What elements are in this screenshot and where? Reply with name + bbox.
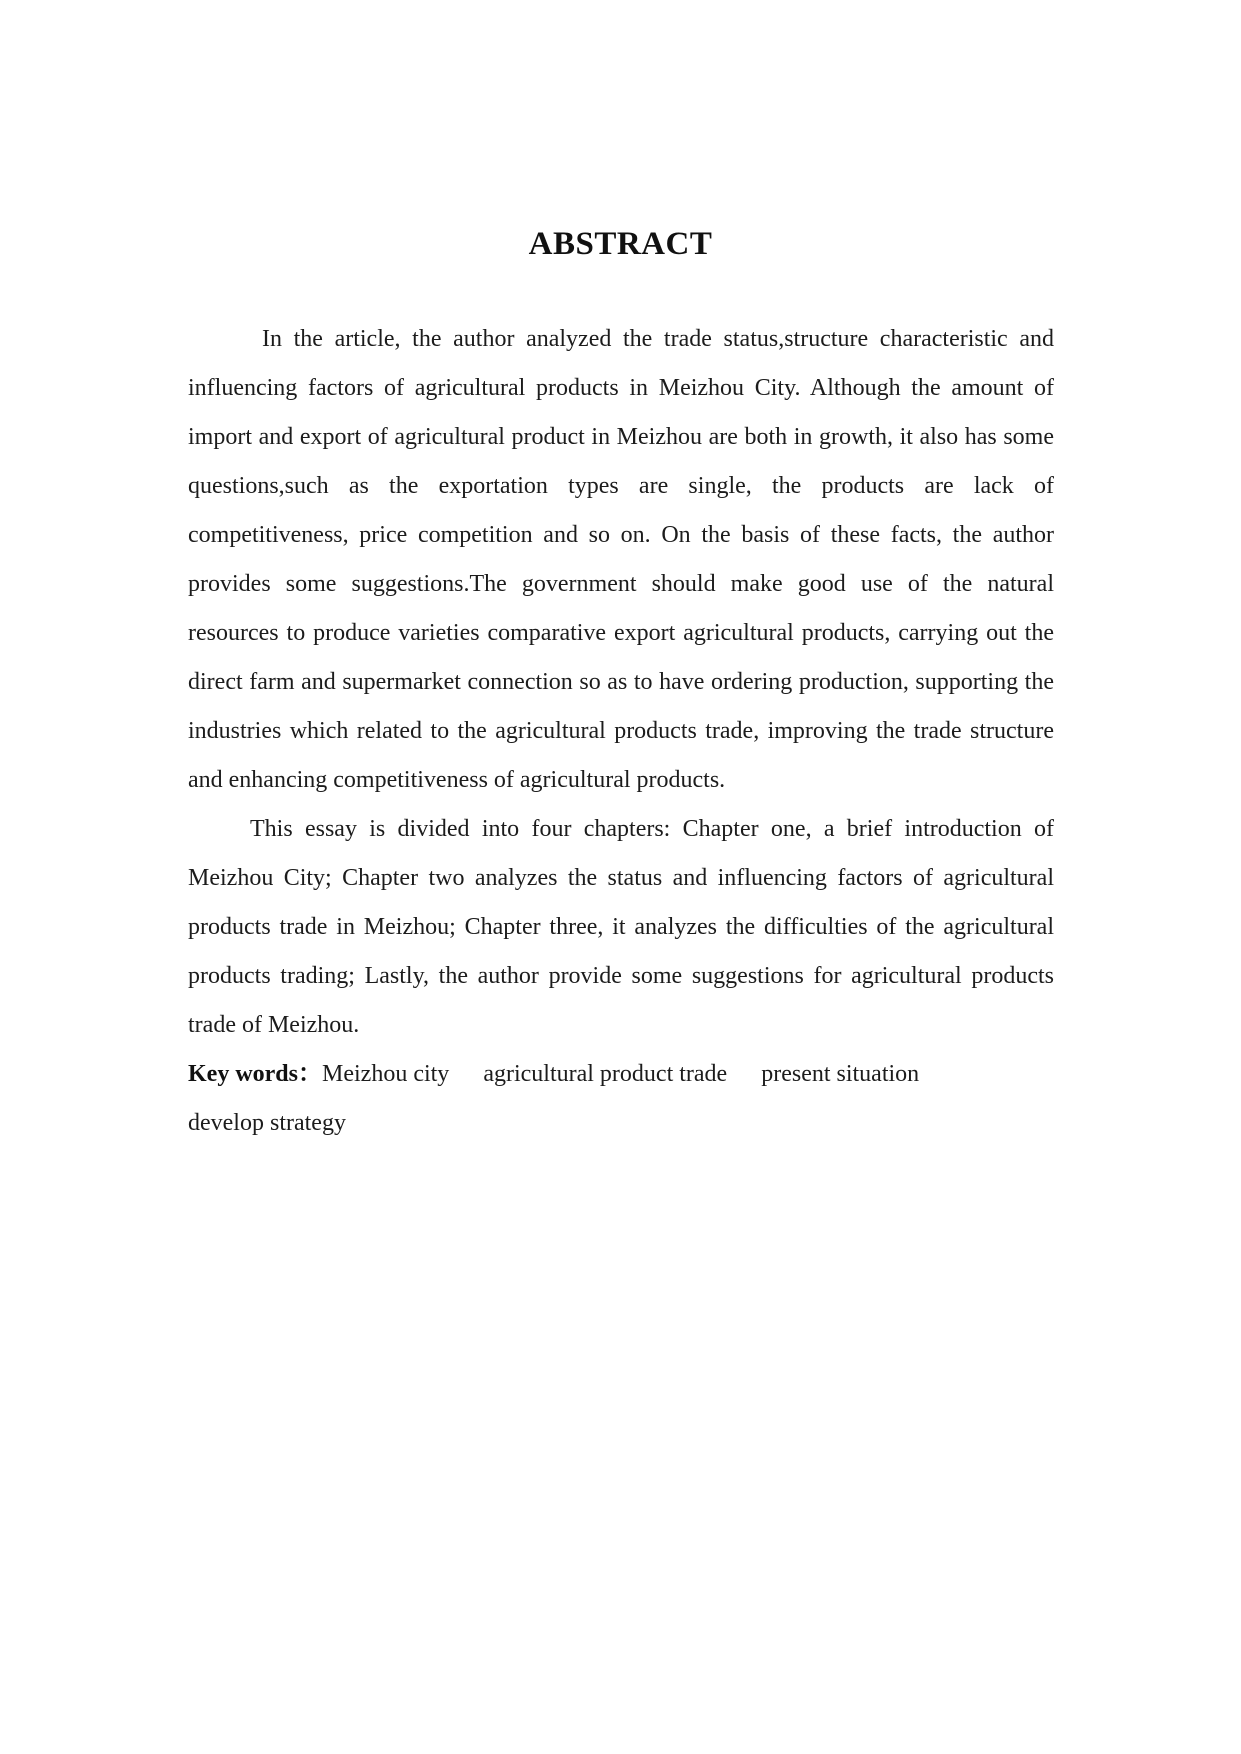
keyword-term: develop strategy [188,1110,346,1136]
keywords-label: Key words： [188,1061,322,1087]
abstract-body [188,315,1054,1148]
keyword-term: present situation [761,1061,920,1087]
keyword-term: Meizhou city [322,1061,450,1087]
keyword-term: agricultural product trade [483,1061,728,1087]
abstract-paragraph-2: This essay is divided into four chapters: Chapter one, a brief introduction of Meizhou City; Chapter two analyzes the status and influencing factors of agricultural products trade in Meizhou; Chapter three, it analyzes the difficulties of the agricultural products trading; Lastly, the author provide some suggestions for agricultural products trade of Meizhou. [188,816,1054,1038]
keywords-line [188,1050,1078,1148]
abstract-paragraph-1: In the article, the author analyzed the trade status,structure characteristic and influencing factors of agricultural products in Meizhou City. Although the amount of import and export of agricultural product in Meizhou are both in growth, it also has some questions,such as the exportation types are single, the products are lack of competitiveness, price competition and so on. On the basis of these facts, the author provides some suggestions.The government should make good use of the natural resources to produce varieties comparative export agricultural products, carrying out the direct farm and supermarket connection so as to have ordering production, supporting the industries which related to the agricultural products trade, improving the trade structure and enhancing competitiveness of agricultural products. [188,326,1054,793]
abstract-title: ABSTRACT [528,226,713,262]
